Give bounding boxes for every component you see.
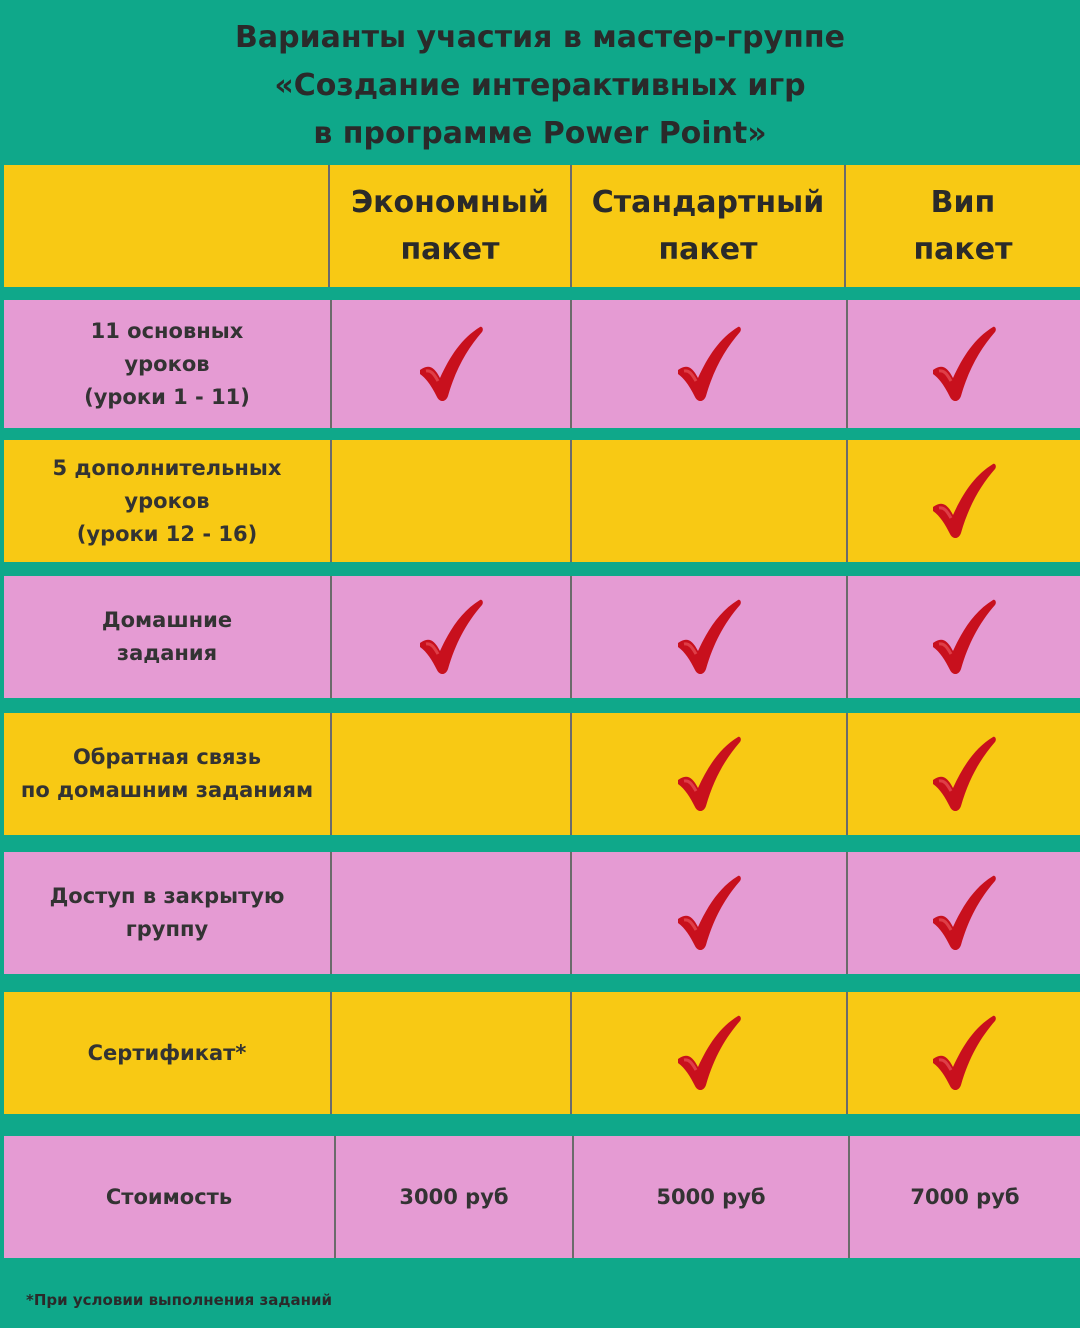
footnote: *При условии выполнения заданий — [26, 1291, 332, 1309]
title-line-3: в программе Power Point» — [313, 116, 767, 151]
column-divider — [330, 992, 332, 1114]
column-divider — [844, 165, 846, 287]
red-checkmark-icon — [929, 597, 999, 677]
feature-row — [0, 300, 1080, 428]
red-checkmark-icon — [929, 734, 999, 814]
standard-check-cell — [572, 300, 846, 428]
feature-row — [0, 440, 1080, 562]
feature-label-cell — [4, 852, 330, 974]
price-vip: 7000 руб — [910, 1185, 1020, 1209]
red-checkmark-icon — [674, 324, 744, 404]
feature-row — [0, 992, 1080, 1114]
economy-check-cell — [332, 992, 570, 1114]
header-row — [0, 165, 1080, 287]
red-checkmark-icon — [929, 324, 999, 404]
vip-check-cell — [848, 852, 1080, 974]
header-vip-cell — [846, 165, 1080, 287]
column-divider — [848, 1136, 850, 1258]
column-divider — [330, 440, 332, 562]
price-label: Стоимость — [105, 1185, 233, 1209]
column-divider — [328, 165, 330, 287]
column-divider — [570, 300, 572, 428]
price-economy: 3000 руб — [399, 1185, 509, 1209]
column-divider — [330, 576, 332, 698]
feature-label: 11 основных уроков (уроки 1 - 11) — [84, 318, 250, 409]
column-divider — [846, 992, 848, 1114]
column-divider — [846, 713, 848, 835]
vip-check-cell — [848, 992, 1080, 1114]
header-standard-label: Стандартный пакет — [591, 185, 825, 267]
column-divider — [330, 713, 332, 835]
economy-check-cell — [332, 300, 570, 428]
feature-label-cell — [4, 576, 330, 698]
feature-row — [0, 852, 1080, 974]
column-divider — [846, 300, 848, 428]
economy-check-cell — [332, 852, 570, 974]
price-label-cell — [4, 1136, 334, 1258]
column-divider — [570, 576, 572, 698]
economy-check-cell — [332, 713, 570, 835]
red-checkmark-icon — [929, 1013, 999, 1093]
price-row — [0, 1136, 1080, 1258]
feature-label: Обратная связь по домашним заданиям — [20, 745, 314, 802]
red-checkmark-icon — [674, 734, 744, 814]
feature-label: 5 дополнительных уроков (уроки 12 - 16) — [52, 455, 282, 546]
vip-check-cell — [848, 576, 1080, 698]
feature-label-cell — [4, 992, 330, 1114]
column-divider — [334, 1136, 336, 1258]
column-divider — [330, 852, 332, 974]
column-divider — [570, 713, 572, 835]
column-divider — [846, 440, 848, 562]
header-vip-label: Вип пакет — [913, 185, 1013, 267]
economy-check-cell — [332, 576, 570, 698]
price-standard: 5000 руб — [656, 1185, 766, 1209]
feature-label-cell — [4, 300, 330, 428]
column-divider — [570, 852, 572, 974]
title-line-2: «Создание интерактивных игр — [274, 68, 806, 103]
header-standard-cell — [572, 165, 844, 287]
column-divider — [572, 1136, 574, 1258]
column-divider — [330, 300, 332, 428]
red-checkmark-icon — [416, 324, 486, 404]
header-empty-cell — [4, 165, 328, 287]
standard-check-cell — [572, 576, 846, 698]
column-divider — [570, 992, 572, 1114]
column-divider — [846, 852, 848, 974]
red-checkmark-icon — [416, 597, 486, 677]
economy-check-cell — [332, 440, 570, 562]
column-divider — [570, 440, 572, 562]
red-checkmark-icon — [929, 873, 999, 953]
standard-check-cell — [572, 992, 846, 1114]
standard-check-cell — [572, 440, 846, 562]
vip-check-cell — [848, 713, 1080, 835]
vip-check-cell — [848, 440, 1080, 562]
title-line-1: Варианты участия в мастер-группе — [235, 20, 845, 55]
column-divider — [570, 165, 572, 287]
red-checkmark-icon — [674, 597, 744, 677]
standard-check-cell — [572, 713, 846, 835]
vip-check-cell — [848, 300, 1080, 428]
column-divider — [846, 576, 848, 698]
feature-label: Сертификат* — [87, 1040, 247, 1065]
header-economy-cell — [330, 165, 570, 287]
standard-check-cell — [572, 852, 846, 974]
feature-label-cell — [4, 713, 330, 835]
red-checkmark-icon — [929, 461, 999, 541]
feature-label: Доступ в закрытую группу — [49, 884, 285, 941]
price-standard-cell — [574, 1136, 848, 1258]
feature-label-cell — [4, 440, 330, 562]
price-vip-cell — [850, 1136, 1080, 1258]
feature-row — [0, 713, 1080, 835]
page-title — [0, 14, 1080, 158]
header-economy-label: Экономный пакет — [351, 185, 549, 267]
feature-label: Домашние задания — [101, 608, 233, 665]
red-checkmark-icon — [674, 1013, 744, 1093]
price-economy-cell — [336, 1136, 572, 1258]
feature-row — [0, 576, 1080, 698]
red-checkmark-icon — [674, 873, 744, 953]
